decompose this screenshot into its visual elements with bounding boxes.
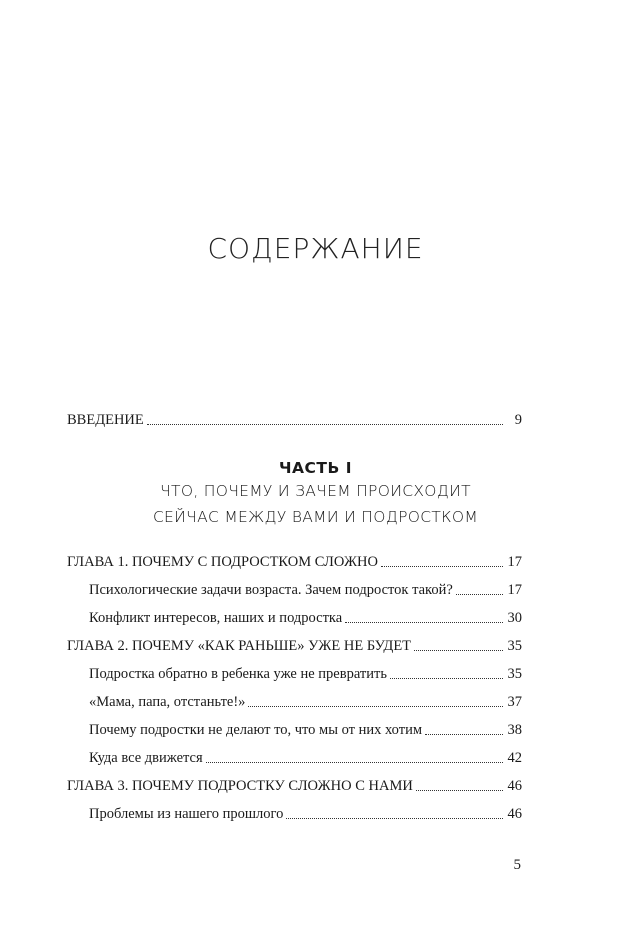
toc-entry-section[interactable] bbox=[67, 576, 522, 604]
dot-leader bbox=[390, 668, 503, 679]
dot-leader bbox=[414, 640, 503, 651]
part-label: ЧАСТЬ I bbox=[279, 459, 352, 477]
part-title-line1: ЧТО, ПОЧЕМУ И ЗАЧЕМ ПРОИСХОДИТ bbox=[160, 482, 471, 500]
dot-leader bbox=[416, 780, 503, 791]
part-title-line2: СЕЙЧАС МЕЖДУ ВАМИ И ПОДРОСТКОМ bbox=[152, 508, 479, 526]
entry-label: Подростка обратно в ребенка уже не превратить bbox=[89, 666, 387, 682]
dot-leader bbox=[345, 612, 503, 623]
entry-label: Конфликт интересов, наших и подростка bbox=[89, 610, 343, 626]
part-heading bbox=[0, 458, 631, 530]
entry-label: Проблемы из нашего прошлого bbox=[89, 806, 284, 822]
entry-label: Почему подростки не делают то, что мы от них хотим bbox=[89, 722, 423, 738]
entry-page: 46 bbox=[507, 778, 522, 794]
toc-entry-chapter[interactable] bbox=[67, 548, 522, 576]
dot-leader bbox=[425, 724, 503, 735]
page-title: СОДЕРЖАНИЕ bbox=[207, 232, 424, 265]
entry-label: Куда все движется bbox=[89, 750, 203, 766]
toc-entry-section[interactable] bbox=[67, 800, 522, 828]
toc-entry-intro[interactable] bbox=[67, 406, 522, 434]
toc-entry-chapter[interactable] bbox=[67, 632, 522, 660]
toc-intro bbox=[67, 406, 522, 434]
dot-leader bbox=[456, 584, 503, 595]
dot-leader bbox=[381, 556, 503, 567]
toc-entry-section[interactable] bbox=[67, 688, 522, 716]
entry-label: «Мама, папа, отстаньте!» bbox=[89, 694, 246, 710]
entry-page: 35 bbox=[507, 666, 522, 682]
toc-chapters bbox=[67, 548, 522, 828]
entry-page: 37 bbox=[507, 694, 522, 710]
dot-leader bbox=[206, 752, 503, 763]
entry-label: ГЛАВА 3. ПОЧЕМУ ПОДРОСТКУ СЛОЖНО С НАМИ bbox=[67, 778, 413, 794]
toc-entry-section[interactable] bbox=[67, 660, 522, 688]
toc-entry-section[interactable] bbox=[67, 744, 522, 772]
entry-label: Психологические задачи возраста. Зачем подросток такой? bbox=[89, 582, 453, 598]
entry-page: 30 bbox=[507, 610, 522, 626]
page-number: 5 bbox=[513, 857, 521, 873]
toc-entry-section[interactable] bbox=[67, 604, 522, 632]
toc-entry-section[interactable] bbox=[67, 716, 522, 744]
entry-page: 35 bbox=[507, 638, 522, 654]
entry-page: 38 bbox=[507, 722, 522, 738]
entry-page: 17 bbox=[507, 554, 522, 570]
entry-label: ГЛАВА 1. ПОЧЕМУ С ПОДРОСТКОМ СЛОЖНО bbox=[67, 554, 378, 570]
entry-page: 46 bbox=[507, 806, 522, 822]
entry-label: ВВЕДЕНИЕ bbox=[67, 412, 144, 428]
dot-leader bbox=[286, 808, 503, 819]
entry-page: 42 bbox=[507, 750, 522, 766]
entry-page: 17 bbox=[507, 582, 522, 598]
entry-page: 9 bbox=[514, 412, 522, 428]
dot-leader bbox=[248, 696, 503, 707]
dot-leader bbox=[147, 414, 503, 425]
toc-entry-chapter[interactable] bbox=[67, 772, 522, 800]
entry-label: ГЛАВА 2. ПОЧЕМУ «КАК РАНЬШЕ» УЖЕ НЕ БУДЕТ bbox=[67, 638, 412, 654]
